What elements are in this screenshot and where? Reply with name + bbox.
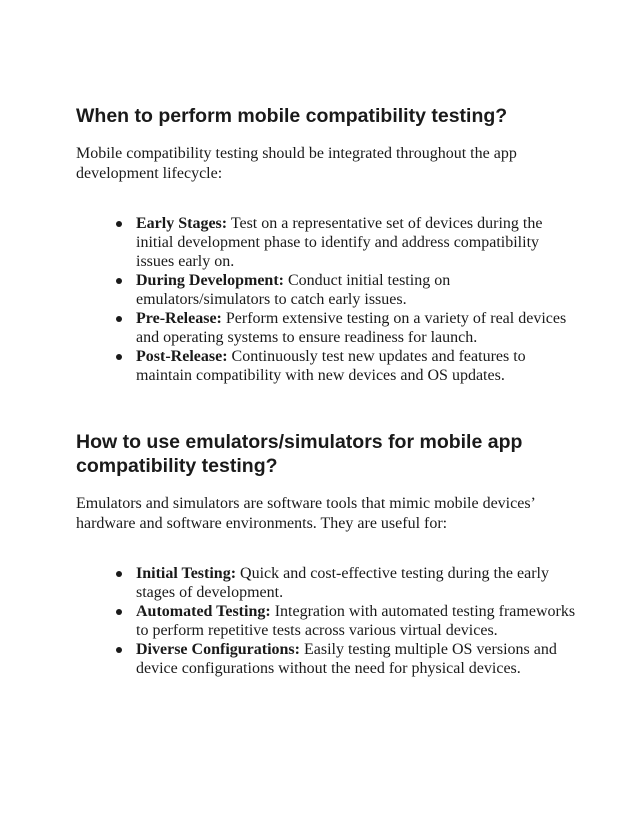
list-item	[136, 309, 576, 347]
list-item	[136, 640, 576, 678]
bullet-list	[76, 214, 576, 385]
bullet-icon	[116, 609, 122, 615]
list-item	[136, 271, 576, 309]
item-label: Initial Testing:	[136, 565, 237, 582]
section-when-to-test	[76, 104, 576, 385]
list-item	[136, 214, 576, 271]
bullet-icon	[116, 278, 122, 284]
item-text: Continuously test new updates and features to maintain compatibility with new devices and OS updates.	[136, 348, 526, 384]
item-text: Easily testing multiple OS versions and device configurations without the need for physical devices.	[136, 641, 557, 677]
document-page	[76, 104, 576, 678]
item-label: Pre-Release:	[136, 310, 222, 327]
item-text: Integration with automated testing frameworks to perform repetitive tests across various virtual devices.	[136, 603, 576, 639]
bullet-icon	[116, 316, 122, 322]
item-text: Quick and cost-effective testing during the early stages of development.	[136, 565, 549, 601]
item-text: Conduct initial testing on emulators/simulators to catch early issues.	[136, 272, 451, 308]
item-label: During Development:	[136, 272, 284, 289]
item-label: Post-Release:	[136, 348, 228, 365]
bullet-icon	[116, 571, 122, 577]
section-intro: Emulators and simulators are software tools that mimic mobile devices’ hardware and software environments. They are useful for:	[76, 495, 535, 532]
list-item	[136, 347, 576, 385]
item-label: Diverse Configurations:	[136, 641, 300, 658]
section-emulators-simulators	[76, 430, 576, 678]
item-text: Test on a representative set of devices during the initial development phase to identify and address compatibility issues early on.	[136, 215, 543, 270]
section-heading: How to use emulators/simulators for mobile app compatibility testing?	[76, 431, 523, 477]
section-intro: Mobile compatibility testing should be integrated throughout the app development lifecycle:	[76, 145, 517, 182]
item-label: Automated Testing:	[136, 603, 271, 620]
list-item	[136, 564, 576, 602]
item-text: Perform extensive testing on a variety of real devices and operating systems to ensure readiness for launch.	[136, 310, 567, 346]
bullet-icon	[116, 647, 122, 653]
bullet-icon	[116, 354, 122, 360]
section-heading: When to perform mobile compatibility testing?	[76, 105, 508, 127]
bullet-icon	[116, 221, 122, 227]
item-label: Early Stages:	[136, 215, 228, 232]
bullet-list	[76, 564, 576, 678]
list-item	[136, 602, 576, 640]
